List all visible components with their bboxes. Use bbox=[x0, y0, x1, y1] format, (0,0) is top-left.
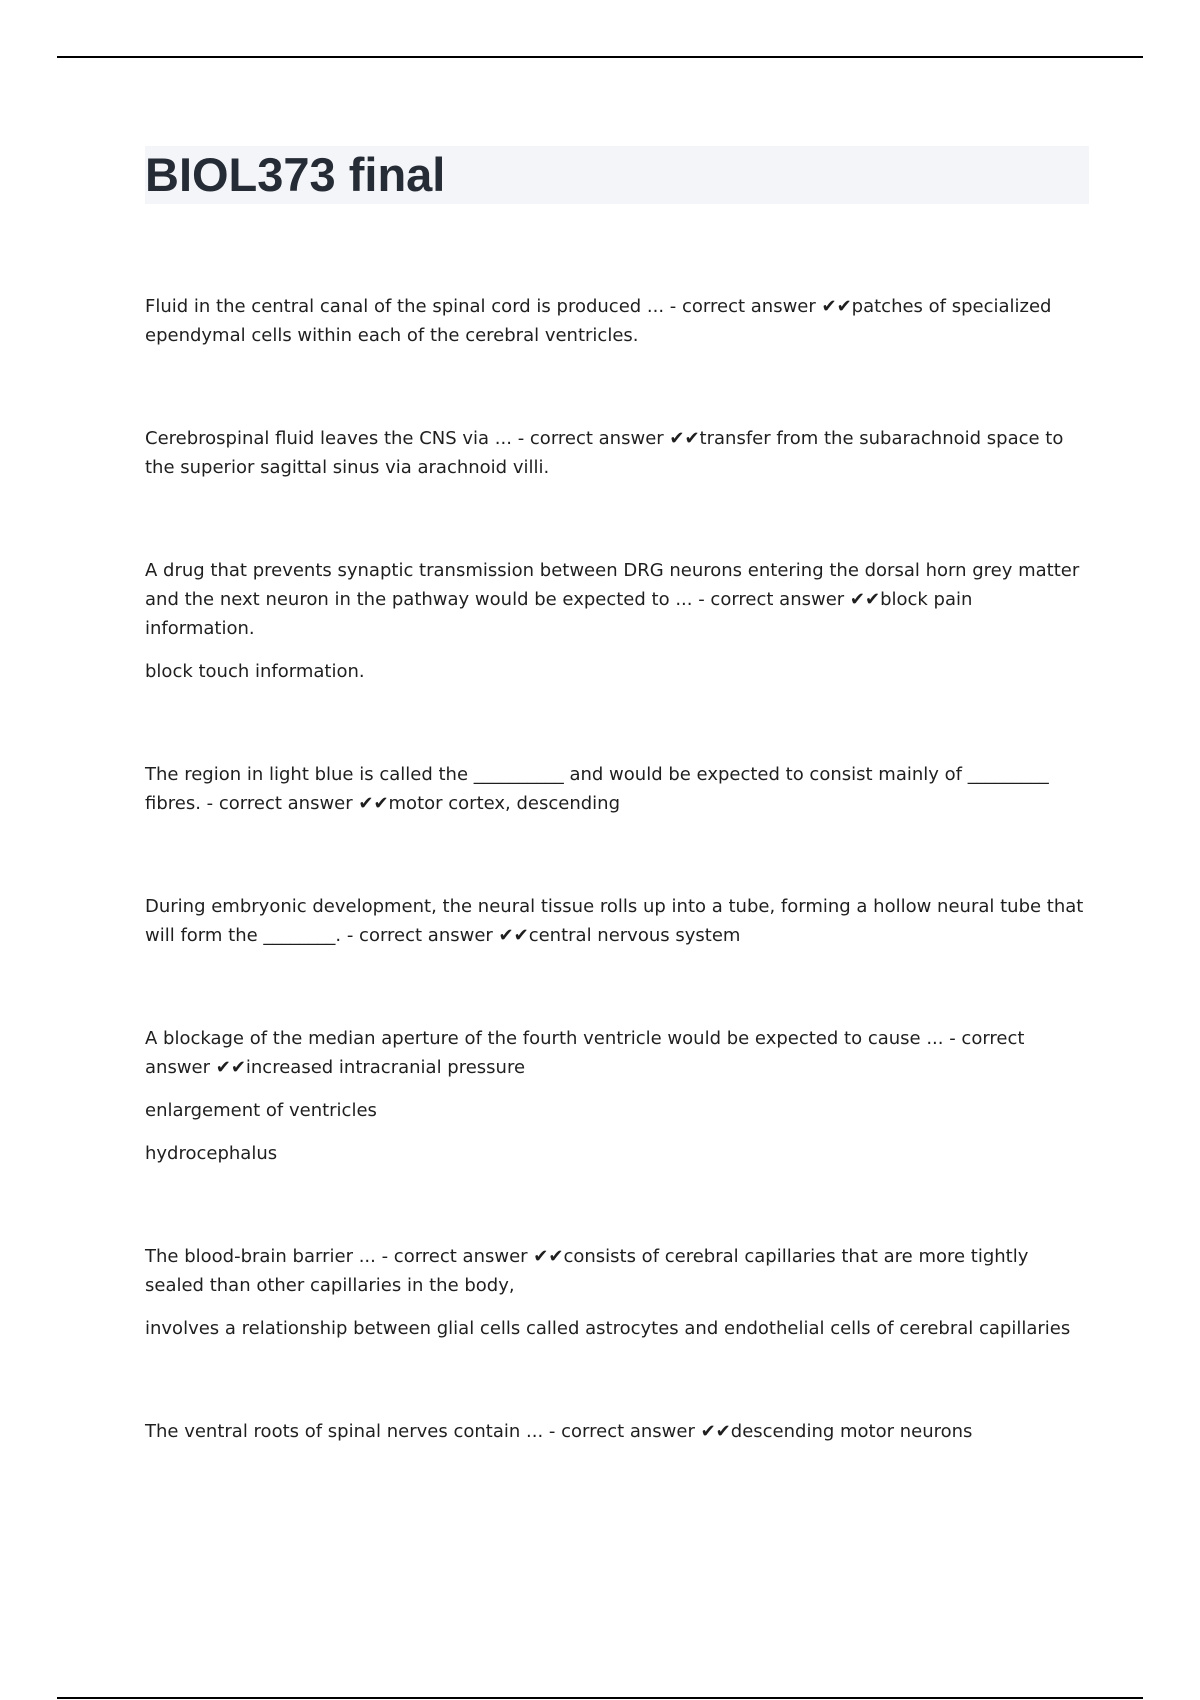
flashcard bbox=[145, 760, 1085, 818]
bottom-rule bbox=[57, 1697, 1143, 1699]
flashcard bbox=[145, 1417, 1085, 1446]
flashcard-text: The blood-brain barrier ... - correct answer ✔✔consists of cerebral capillaries that are more tightly sealed than other capillaries in the body, bbox=[145, 1246, 1029, 1296]
flashcard bbox=[145, 292, 1085, 350]
flashcard-answer-line: hydrocephalus bbox=[145, 1143, 278, 1164]
flashcard-list bbox=[145, 292, 1085, 1460]
flashcard-text: During embryonic development, the neural tissue rolls up into a tube, forming a hollow neural tube that will form the ________. - correct answer ✔✔central nervous system bbox=[145, 896, 1084, 946]
flashcard-text: A drug that prevents synaptic transmission between DRG neurons entering the dorsal horn grey matter and the next neuron in the pathway would be expected to ... - correct answer ✔✔block pain information. bbox=[145, 560, 1080, 639]
flashcard-text: Cerebrospinal fluid leaves the CNS via ... - correct answer ✔✔transfer from the subarachnoid space to the superior sagittal sinus via arachnoid villi. bbox=[145, 428, 1064, 478]
flashcard-text: The ventral roots of spinal nerves contain ... - correct answer ✔✔descending motor neurons bbox=[145, 1421, 973, 1442]
flashcard-text: Fluid in the central canal of the spinal cord is produced ... - correct answer ✔✔patches of specialized ependymal cells within each of the cerebral ventricles. bbox=[145, 296, 1052, 346]
page-title: BIOL373 final bbox=[145, 148, 446, 201]
flashcard-answer-line: enlargement of ventricles bbox=[145, 1100, 377, 1121]
flashcard bbox=[145, 556, 1085, 686]
flashcard bbox=[145, 1242, 1085, 1343]
flashcard-text: A blockage of the median aperture of the fourth ventricle would be expected to cause ... - correct answer ✔✔increased intracranial pressure bbox=[145, 1028, 1025, 1078]
flashcard bbox=[145, 424, 1085, 482]
flashcard bbox=[145, 892, 1085, 950]
top-rule bbox=[57, 56, 1143, 58]
flashcard-answer-line: block touch information. bbox=[145, 661, 365, 682]
flashcard bbox=[145, 1024, 1085, 1168]
flashcard-text: The region in light blue is called the __________ and would be expected to consist mainly of _________ fibres. - correct answer ✔✔motor cortex, descending bbox=[145, 764, 1049, 814]
flashcard-answer-line: involves a relationship between glial cells called astrocytes and endothelial cells of cerebral capillaries bbox=[145, 1318, 1071, 1339]
